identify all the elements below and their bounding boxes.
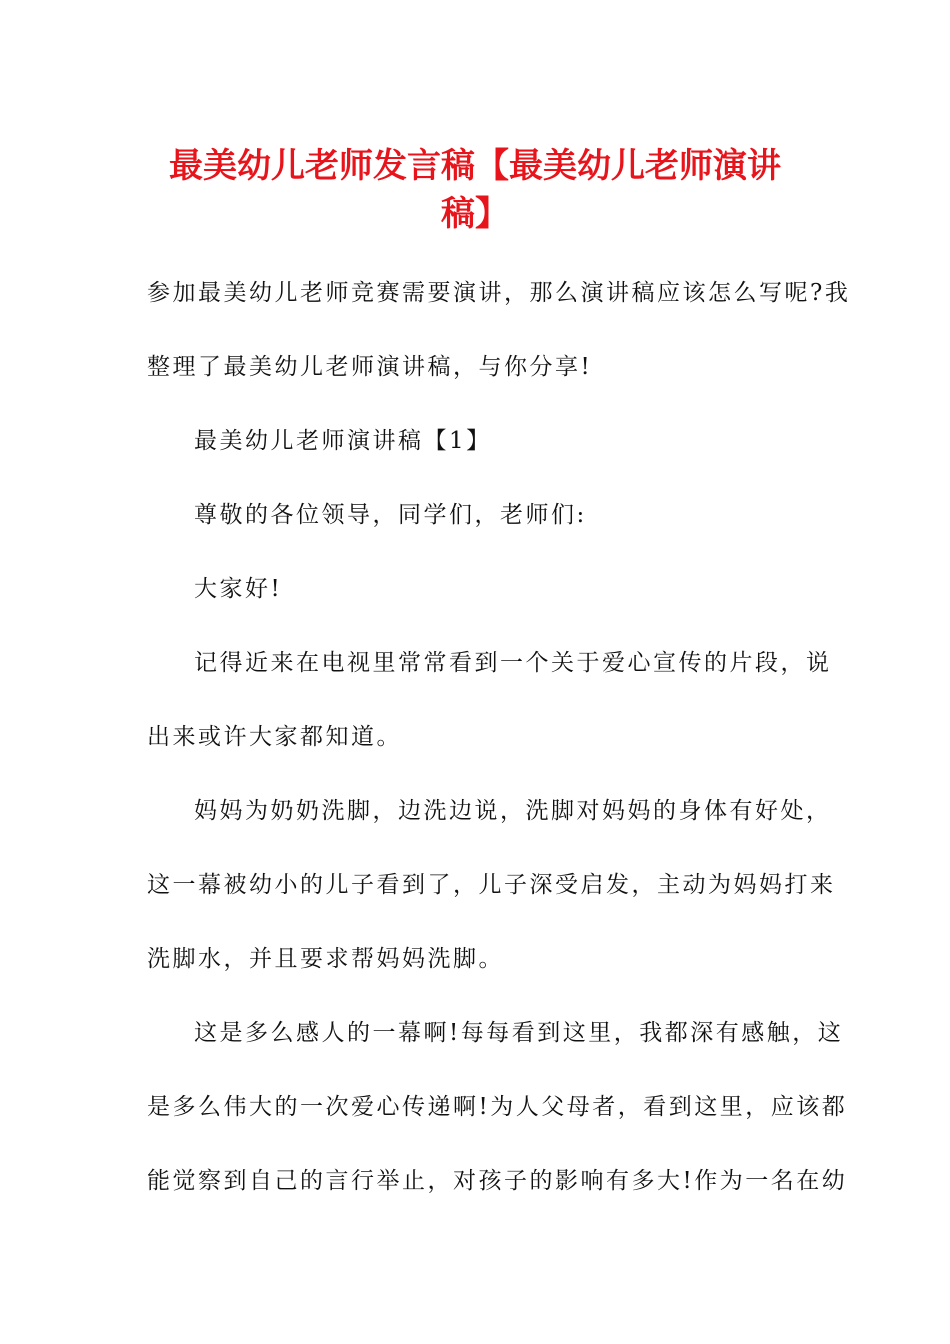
body-line: 妈妈为奶奶洗脚，边洗边说，洗脚对妈妈的身体有好处， — [194, 798, 832, 824]
document-body — [147, 256, 851, 1218]
title-line-1: 最美幼儿老师发言稿【最美幼儿老师演讲 — [169, 146, 781, 186]
body-line: 这是多么感人的一幕啊!每每看到这里，我都深有感触，这 — [194, 1020, 844, 1046]
document-title — [140, 142, 810, 238]
body-line: 能觉察到自己的言行举止，对孩子的影响有多大!作为一名在幼 — [147, 1168, 848, 1194]
body-line: 是多么伟大的一次爱心传递啊!为人父母者，看到这里，应该都 — [147, 1094, 848, 1120]
body-line: 尊敬的各位领导，同学们，老师们: — [194, 502, 587, 528]
body-line: 最美幼儿老师演讲稿【1】 — [194, 428, 492, 454]
body-line: 出来或许大家都知道。 — [147, 724, 402, 750]
title-line-2: 稿】 — [441, 194, 509, 234]
body-line: 洗脚水，并且要求帮妈妈洗脚。 — [147, 946, 504, 972]
body-line: 这一幕被幼小的儿子看到了，儿子深受启发，主动为妈妈打来 — [147, 872, 836, 898]
body-line: 记得近来在电视里常常看到一个关于爱心宣传的片段，说 — [194, 650, 832, 676]
body-line: 大家好! — [194, 576, 283, 602]
body-line: 参加最美幼儿老师竞赛需要演讲，那么演讲稿应该怎么写呢?我 — [147, 280, 851, 306]
body-line: 整理了最美幼儿老师演讲稿，与你分享! — [147, 354, 593, 380]
